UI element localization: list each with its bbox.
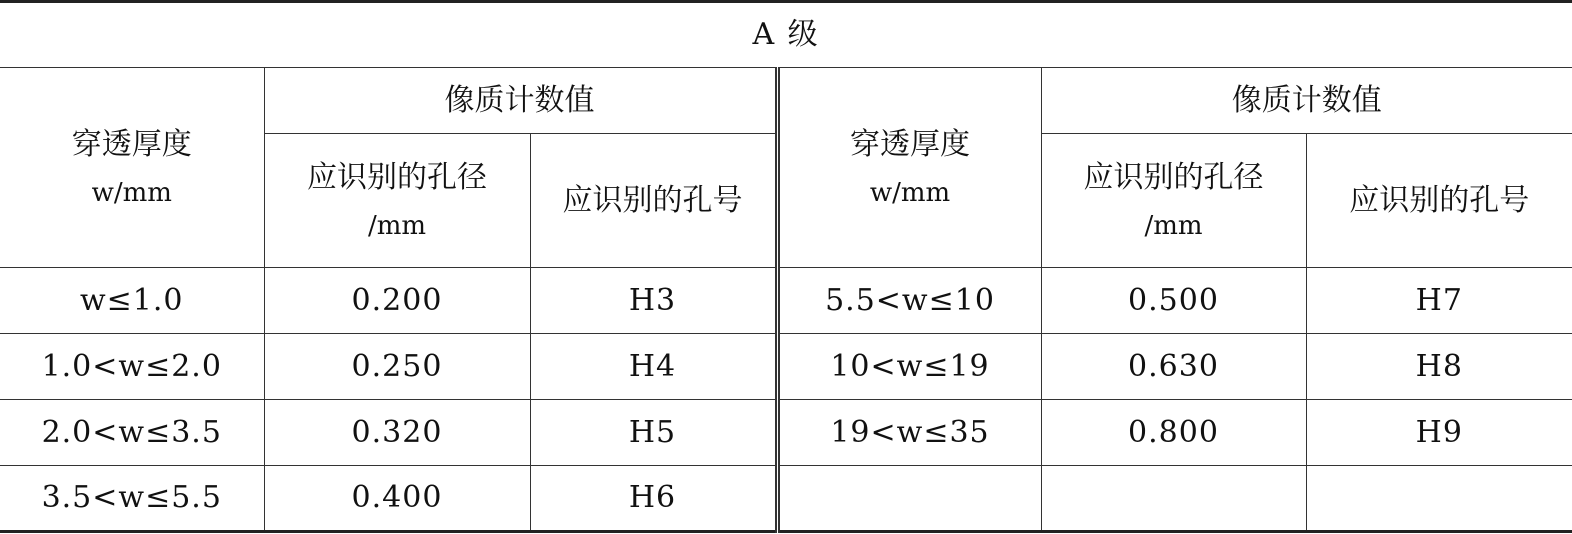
table-row [0,400,1572,466]
left-thickness-cell: 3.5<w≤5.5 [0,466,264,532]
left-diameter-cell: 0.200 [264,268,530,334]
header-row-1 [0,68,1572,134]
right-diameter-cell [1041,466,1306,532]
left-group-header: 像质计数值 [264,68,777,134]
right-thickness-header [777,68,1041,268]
right-hole-cell: H8 [1306,334,1572,400]
left-diameter-header [264,134,530,268]
left-hole-cell: H4 [530,334,777,400]
right-diameter-header [1041,134,1306,268]
right-thickness-label: 穿透厚度 [850,126,970,162]
left-hole-cell: H5 [530,400,777,466]
right-thickness-cell [777,466,1041,532]
right-thickness-cell: 5.5<w≤10 [777,268,1041,334]
left-hole-cell: H3 [530,268,777,334]
right-diameter-cell: 0.500 [1041,268,1306,334]
table-row [0,334,1572,400]
right-thickness-unit: w/mm [869,178,951,208]
right-thickness-cell: 10<w≤19 [777,334,1041,400]
right-diameter-cell: 0.630 [1041,334,1306,400]
left-thickness-cell: 1.0<w≤2.0 [0,334,264,400]
left-thickness-cell: w≤1.0 [0,268,264,334]
left-thickness-unit: w/mm [91,178,172,208]
left-diameter-cell: 0.250 [264,334,530,400]
left-thickness-header [0,68,264,268]
right-hole-header: 应识别的孔号 [1306,134,1572,268]
title-row [0,2,1572,68]
left-hole-cell: H6 [530,466,777,532]
right-diameter-unit: /mm [1144,211,1203,241]
left-diameter-cell: 0.400 [264,466,530,532]
right-diameter-label: 应识别的孔径 [1083,159,1264,195]
right-hole-cell: H9 [1306,400,1572,466]
left-thickness-cell: 2.0<w≤3.5 [0,400,264,466]
right-hole-cell [1306,466,1572,532]
table-title: A 级 [0,2,1572,68]
left-diameter-cell: 0.320 [264,400,530,466]
right-group-header: 像质计数值 [1041,68,1572,134]
left-thickness-label: 穿透厚度 [71,126,192,162]
right-hole-cell: H7 [1306,268,1572,334]
right-thickness-cell: 19<w≤35 [777,400,1041,466]
left-diameter-unit: /mm [367,211,427,241]
left-hole-header: 应识别的孔号 [530,134,777,268]
table-row [0,268,1572,334]
right-diameter-cell: 0.800 [1041,400,1306,466]
table-row [0,466,1572,532]
left-diameter-label: 应识别的孔径 [307,159,487,195]
